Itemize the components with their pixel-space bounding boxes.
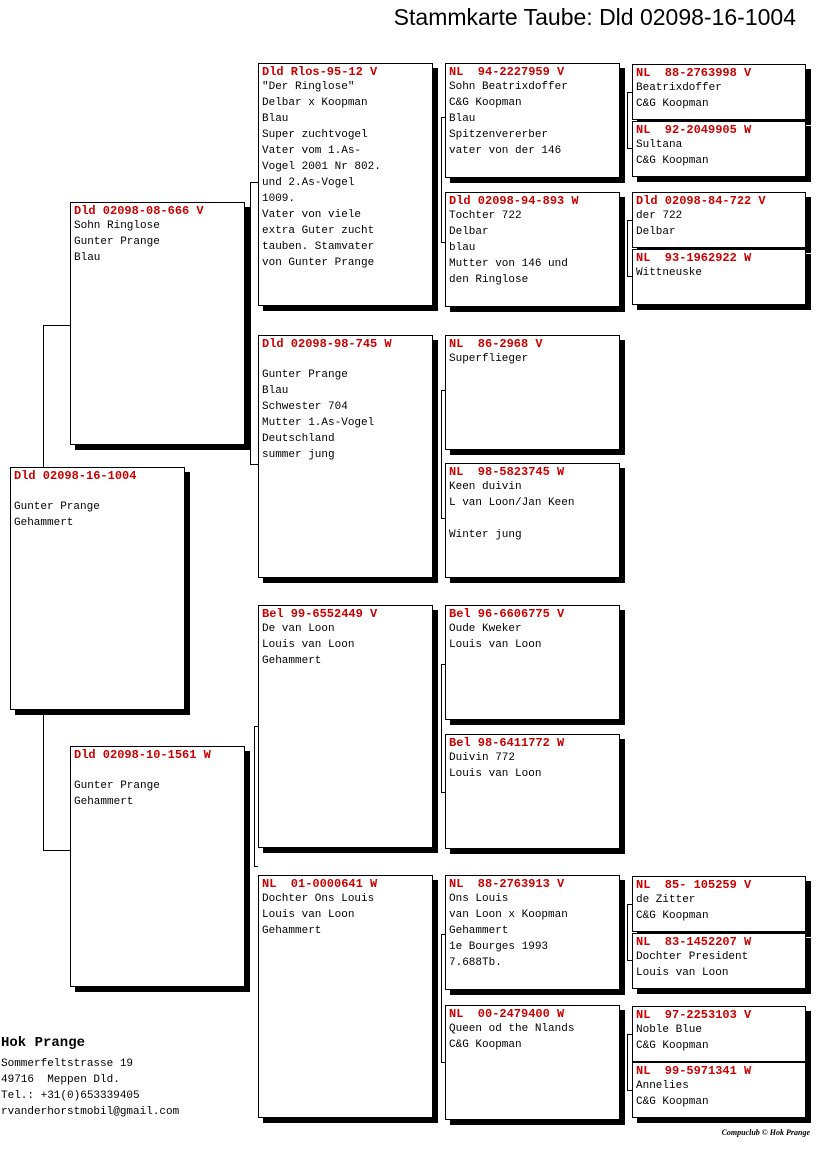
owner-phone: Tel.: +31(0)653339405 [1, 1090, 140, 1102]
connector-line [441, 390, 442, 518]
ring-number: Dld 02098-84-722 V [636, 194, 766, 208]
connector-line [441, 664, 442, 792]
ring-number: Dld 02098-16-1004 [14, 469, 137, 483]
connector-line [43, 325, 44, 469]
pigeon-card-ddss[interactable] [632, 876, 806, 932]
pigeon-info: Tochter 722 Delbar blau Mutter von 146 und den Ringlose [449, 210, 568, 286]
ring-number: Bel 98-6411772 W [449, 736, 565, 750]
connector-line [254, 866, 258, 867]
pigeon-info: der 722 Delbar [636, 210, 683, 238]
connector-line [250, 464, 258, 465]
owner-city: 49716 Meppen Dld. [1, 1074, 120, 1086]
pigeon-card-dss[interactable] [445, 605, 620, 720]
connector-line [43, 714, 44, 850]
ring-number: NL 85- 105259 V [636, 878, 752, 892]
ring-number: Dld 02098-94-893 W [449, 194, 579, 208]
ring-number: NL 86-2968 V [449, 337, 543, 351]
pigeon-info: Oude Kweker Louis van Loon [449, 623, 542, 651]
pigeon-card-dam-dam[interactable] [258, 875, 433, 1118]
pigeon-info: Annelies C&G Koopman [636, 1080, 709, 1108]
ring-number: NL 99-5971341 W [636, 1064, 752, 1078]
pigeon-info: Sohn Ringlose Gunter Prange Blau [74, 220, 160, 264]
owner-address [1, 1034, 179, 1120]
connector-line [627, 92, 628, 148]
ring-number: NL 93-1962922 W [636, 251, 752, 265]
owner-name: Hok Prange [1, 1035, 86, 1051]
connector-line [254, 726, 255, 866]
pigeon-card-ddsd[interactable] [632, 933, 806, 989]
connector-line [627, 1034, 628, 1090]
ring-number: Dld 02098-10-1561 W [74, 748, 211, 762]
ring-number: NL 94-2227959 V [449, 65, 565, 79]
pigeon-card-ssds[interactable] [632, 192, 806, 248]
pigeon-card-dam[interactable] [70, 746, 245, 987]
pigeon-card-sds[interactable] [445, 335, 620, 450]
connector-line [627, 220, 628, 276]
pigeon-card-dam-sire[interactable] [258, 605, 433, 848]
ring-number: NL 88-2763998 V [636, 66, 752, 80]
pigeon-info: Queen od the Nlands C&G Koopman [449, 1023, 575, 1051]
pigeon-info: Gunter Prange Gehammert [14, 501, 100, 529]
pigeon-info: De van Loon Louis van Loon Gehammert [262, 623, 355, 667]
pigeon-card-sire[interactable] [70, 202, 245, 445]
pigeon-info: de Zitter C&G Koopman [636, 894, 709, 922]
connector-line [441, 934, 442, 1062]
pigeon-info: Gunter Prange Gehammert [74, 780, 160, 808]
pigeon-info: Superflieger [449, 353, 529, 365]
pigeon-card-sssd[interactable] [632, 121, 806, 177]
pigeon-card-subject[interactable] [10, 467, 185, 710]
pigeon-info: Gunter Prange Blau Schwester 704 Mutter 1.As-Vogel Deutschland summer jung [262, 369, 375, 461]
pigeon-card-sss[interactable] [445, 63, 620, 178]
pigeon-card-sire-sire[interactable] [258, 63, 433, 306]
ring-number: Dld Rlos-95-12 V [262, 65, 378, 79]
pigeon-info: Noble Blue C&G Koopman [636, 1024, 709, 1052]
ring-number: NL 88-2763913 V [449, 877, 565, 891]
pigeon-info: "Der Ringlose" Delbar x Koopman Blau Super zuchtvogel Vater vom 1.As- Vogel 2001 Nr 802. und 2.As-Vogel 1009. Vater von viele extra Guter zucht tauben. Stamvater von Gunter Prange [262, 81, 381, 269]
pigeon-info: Beatrixdoffer C&G Koopman [636, 82, 722, 110]
ring-number: NL 98-5823745 W [449, 465, 565, 479]
connector-line [250, 182, 258, 183]
pigeon-info: Dochter Ons Louis Louis van Loon Gehammert [262, 893, 375, 937]
pigeon-card-ddd[interactable] [445, 1005, 620, 1120]
ring-number: NL 83-1452207 W [636, 935, 752, 949]
ring-number: NL 00-2479400 W [449, 1007, 565, 1021]
owner-email[interactable]: rvanderhorstmobil@gmail.com [1, 1106, 180, 1118]
pigeon-card-sdd[interactable] [445, 463, 620, 578]
pigeon-info: Wittneuske [636, 267, 703, 279]
ring-number: Dld 02098-08-666 V [74, 204, 204, 218]
ring-number: Bel 96-6606775 V [449, 607, 565, 621]
footer-credit: Compuclub © Hok Prange [721, 1128, 810, 1137]
pigeon-card-ddds[interactable] [632, 1006, 806, 1062]
pigeon-info: Sultana C&G Koopman [636, 139, 709, 167]
connector-line [43, 325, 70, 326]
pigeon-info: Sohn Beatrixdoffer C&G Koopman Blau Spitzenvererber vater von der 146 [449, 81, 568, 157]
page-title: Stammkarte Taube: Dld 02098-16-1004 [393, 4, 796, 30]
pigeon-card-dsd[interactable] [445, 734, 620, 849]
pigeon-card-ssss[interactable] [632, 64, 806, 120]
pigeon-card-ssdd[interactable] [632, 249, 806, 305]
pigeon-info: Ons Louis van Loon x Koopman Gehammert 1e Bourges 1993 7.688Tb. [449, 893, 568, 969]
ring-number: NL 97-2253103 V [636, 1008, 752, 1022]
connector-line [43, 850, 70, 851]
ring-number: NL 01-0000641 W [262, 877, 378, 891]
pigeon-info: Dochter President Louis van Loon [636, 951, 749, 979]
ring-number: Bel 99-6552449 V [262, 607, 378, 621]
pigeon-card-ssd[interactable] [445, 192, 620, 307]
pigeon-info: Keen duivin L van Loon/Jan Keen Winter jung [449, 481, 575, 541]
ring-number: NL 92-2049905 W [636, 123, 752, 137]
owner-street: Sommerfeltstrasse 19 [1, 1058, 134, 1070]
connector-line [627, 904, 628, 960]
pigeon-card-sire-dam[interactable] [258, 335, 433, 578]
pigeon-card-dds[interactable] [445, 875, 620, 990]
connector-line [250, 182, 251, 464]
ring-number: Dld 02098-98-745 W [262, 337, 392, 351]
pigeon-card-dddd[interactable] [632, 1062, 806, 1118]
connector-line [441, 117, 442, 242]
pigeon-info: Duivin 772 Louis van Loon [449, 752, 542, 780]
